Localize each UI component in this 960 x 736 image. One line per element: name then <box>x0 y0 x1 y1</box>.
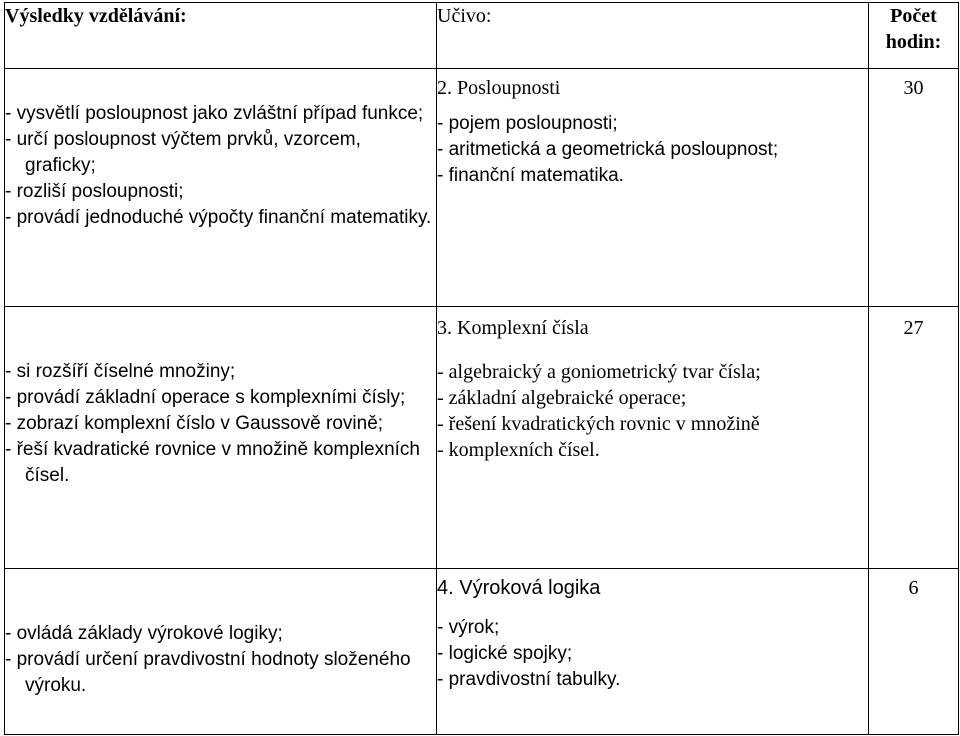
outcome-item: - vysvětlí posloupnost jako zvláštní případ funkce; <box>5 103 424 124</box>
content-item: - pojem posloupnosti; <box>437 113 618 134</box>
outcome-item: - provádí základní operace s komplexními čísly; <box>5 387 406 408</box>
outcomes-cell <box>5 69 437 307</box>
outcome-item: - provádí určení pravdivostní hodnoty složeného výroku. <box>5 649 411 696</box>
outcome-item: - určí posloupnost výčtem prvků, vzorcem, graficky; <box>5 129 361 176</box>
header-row <box>5 3 959 69</box>
header-hours <box>869 3 959 69</box>
header-content: Učivo: <box>437 3 869 69</box>
content-cell <box>437 569 869 735</box>
outcome-item: - provádí jednoduché výpočty finanční matematiky. <box>5 207 432 228</box>
outcome-item: - řeší kvadratické rovnice v množině komplexních čísel. <box>5 439 420 486</box>
content-item: - algebraický a goniometrický tvar čísla; <box>437 361 761 383</box>
content-item: - výrok; <box>437 617 500 638</box>
table-row <box>5 307 959 569</box>
table-row <box>5 569 959 735</box>
outcomes-cell <box>5 569 437 735</box>
topic-title: 3. Komplexní čísla <box>437 317 589 339</box>
hours-cell: 6 <box>869 569 959 735</box>
hours-cell: 30 <box>869 69 959 307</box>
content-item: - pravdivostní tabulky. <box>437 669 621 690</box>
content-item: - finanční matematika. <box>437 165 624 186</box>
hours-cell: 27 <box>869 307 959 569</box>
header-outcomes: Výsledky vzdělávání: <box>5 3 437 69</box>
outcome-item: - rozliší posloupnosti; <box>5 181 184 202</box>
topic-title: 2. Posloupnosti <box>437 77 561 99</box>
outcome-item: - si rozšíří číselné množiny; <box>5 361 236 382</box>
content-item: - řešení kvadratických rovnic v množině <box>437 413 760 435</box>
outcome-item: - ovládá základy výrokové logiky; <box>5 623 283 644</box>
outcome-item: - zobrazí komplexní číslo v Gaussově rovině; <box>5 413 384 434</box>
curriculum-table <box>4 2 959 735</box>
table-row <box>5 69 959 307</box>
outcomes-cell <box>5 307 437 569</box>
content-cell <box>437 69 869 307</box>
content-cell <box>437 307 869 569</box>
header-hours-line1: Počet <box>890 5 937 27</box>
content-item: - aritmetická a geometrická posloupnost; <box>437 139 779 160</box>
content-item: - logické spojky; <box>437 643 573 664</box>
header-hours-line2: hodin: <box>885 31 942 53</box>
content-item: - základní algebraické operace; <box>437 387 687 409</box>
content-item: - komplexních čísel. <box>437 439 600 461</box>
topic-title: 4. Výroková logika <box>437 577 601 599</box>
